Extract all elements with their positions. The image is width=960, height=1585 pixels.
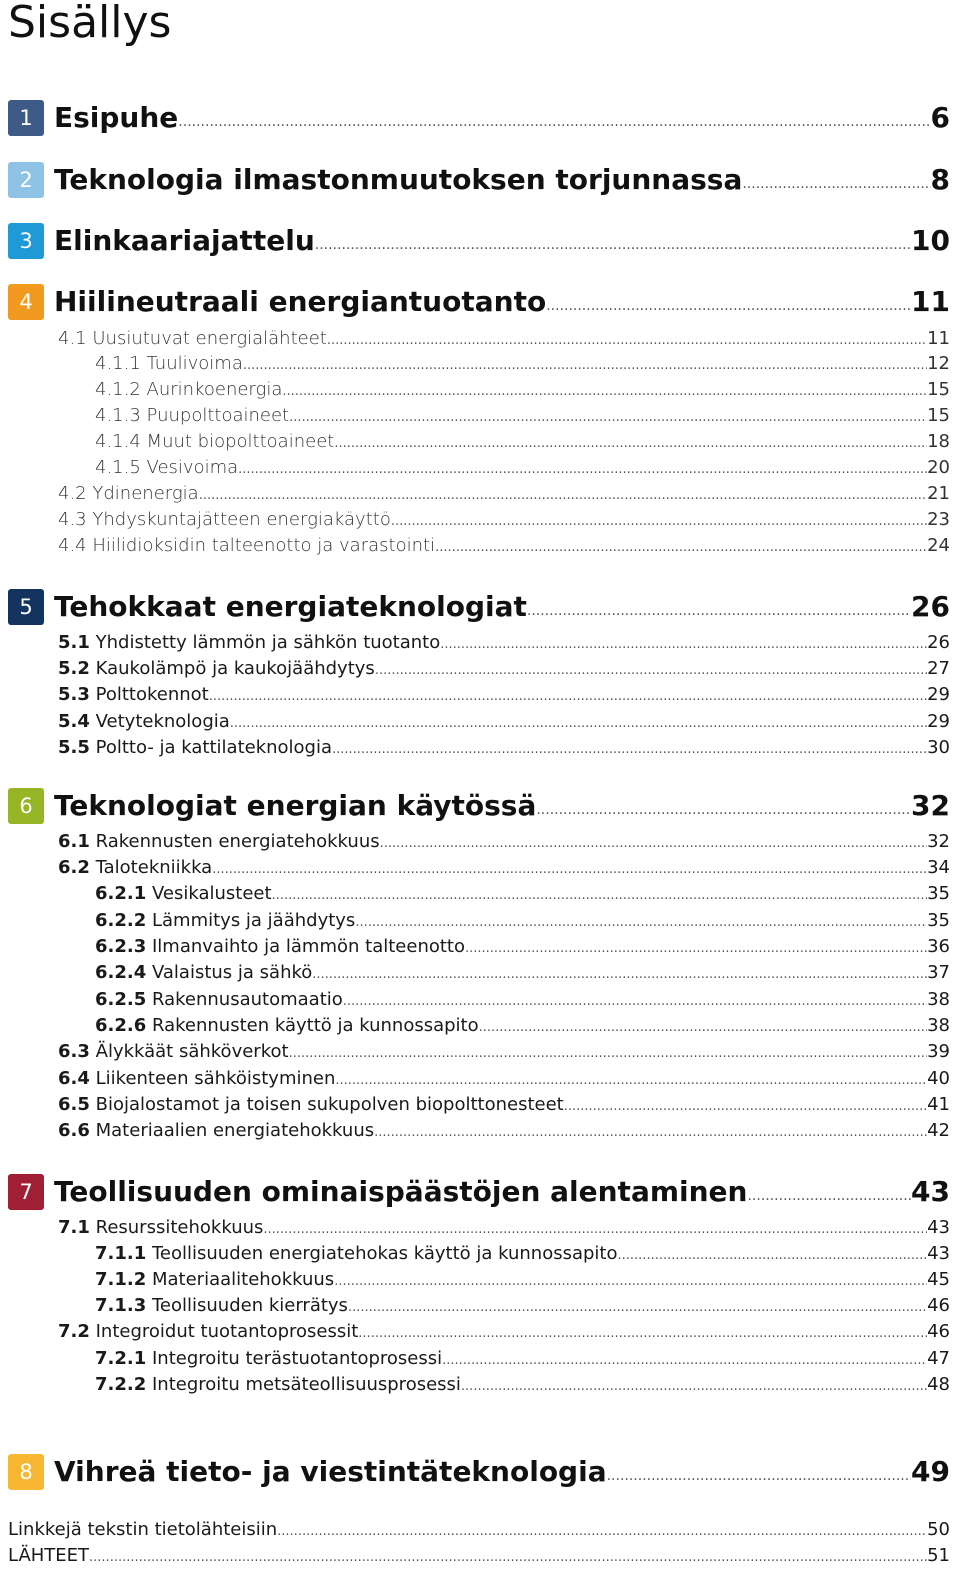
toc-entry-6-6[interactable]: [0, 1119, 950, 1143]
entry-title: Puupolttoaineet: [146, 405, 290, 426]
page-number: 40: [927, 1068, 950, 1089]
entry-title: Integroitu metsäteollisuusprosessi: [151, 1374, 461, 1395]
chapter-number-badge: 8: [8, 1454, 44, 1490]
chapter-number-badge: 2: [8, 162, 44, 198]
page-number: 20: [927, 457, 950, 478]
toc-entry-6-2-4[interactable]: [0, 961, 950, 985]
toc-entry-5-2[interactable]: [0, 657, 950, 681]
toc-entry-4-1[interactable]: [0, 327, 950, 351]
toc-entry-6-2[interactable]: [0, 856, 950, 880]
chapter-number-badge: 1: [8, 100, 44, 136]
toc-entry-6-2-2[interactable]: [0, 909, 950, 933]
entry-number: 4.4: [58, 535, 87, 556]
page-number: 38: [927, 1015, 950, 1036]
page-number: 32: [911, 789, 950, 822]
toc-chapter-2[interactable]: [0, 162, 950, 198]
dot-leader: [442, 1351, 927, 1371]
entry-number: 6.2.2: [95, 910, 147, 931]
page-number: 43: [911, 1175, 950, 1208]
toc-entry-4-1-1[interactable]: [0, 352, 950, 376]
page-number: 29: [927, 711, 950, 732]
page-number: 35: [927, 910, 950, 931]
dot-leader: [546, 292, 911, 320]
page-title: Sisällys: [8, 0, 172, 48]
entry-number: 6.6: [58, 1120, 90, 1141]
toc-entry-6-5[interactable]: [0, 1093, 950, 1117]
entry-number: 5.2: [58, 658, 90, 679]
dot-leader: [209, 687, 927, 707]
dot-leader: [272, 886, 928, 906]
toc-entry-7-1-1[interactable]: [0, 1242, 950, 1266]
toc-entry-7-2[interactable]: [0, 1320, 950, 1344]
dot-leader: [199, 486, 927, 506]
chapter-number-badge: 3: [8, 223, 44, 259]
toc-entry-4-4[interactable]: [0, 534, 950, 558]
dot-leader: [212, 860, 927, 880]
dot-leader: [312, 965, 927, 985]
toc-entry-6-2-5[interactable]: [0, 988, 950, 1012]
page-number: 45: [927, 1269, 950, 1290]
page-number: 12: [927, 353, 950, 374]
entry-title: Vesivoima: [146, 457, 239, 478]
dot-leader: [348, 1298, 927, 1318]
page-number: 46: [927, 1295, 950, 1316]
page-number: 50: [927, 1519, 950, 1540]
dot-leader: [89, 1548, 927, 1568]
entry-number: 4.1.2: [95, 379, 141, 400]
entry-number: 4.1.4: [95, 431, 141, 452]
entry-title: Aurinkoenergia: [146, 379, 283, 400]
entry-number: 7.2.2: [95, 1374, 147, 1395]
page-number: 11: [911, 285, 950, 318]
page-number: 51: [927, 1545, 950, 1566]
page-number: 27: [927, 658, 950, 679]
dot-leader: [375, 661, 927, 681]
entry-title: Vetyteknologia: [95, 711, 230, 732]
entry-number: 4.3: [58, 509, 87, 530]
page-number: 36: [927, 936, 950, 957]
page-number: 24: [927, 535, 950, 556]
entry-number: 6.2: [58, 857, 90, 878]
toc-chapter-4[interactable]: [0, 284, 950, 320]
entry-number: 6.5: [58, 1094, 90, 1115]
dot-leader: [332, 740, 927, 760]
entry-title: Lämmitys ja jäähdytys: [151, 910, 356, 931]
page-number: 41: [927, 1094, 950, 1115]
dot-leader: [440, 635, 927, 655]
toc-entry-4-1-5[interactable]: [0, 456, 950, 480]
dot-leader: [435, 538, 927, 558]
entry-title: Teollisuuden kierrätys: [151, 1295, 348, 1316]
entry-number: 4.1.3: [95, 405, 141, 426]
page-number: 29: [927, 684, 950, 705]
toc-entry-4-1-3[interactable]: [0, 404, 950, 428]
entry-number: 5.1: [58, 632, 90, 653]
dot-leader: [465, 939, 927, 959]
toc-entry-6-2-6[interactable]: [0, 1014, 950, 1038]
entry-title: Liikenteen sähköistyminen: [95, 1068, 336, 1089]
toc-entry-5-5[interactable]: [0, 736, 950, 760]
entry-number: 6.2.5: [95, 989, 147, 1010]
toc-entry-7-1-3[interactable]: [0, 1294, 950, 1318]
toc-entry-7-2-1[interactable]: [0, 1347, 950, 1371]
toc-entry-6-1[interactable]: [0, 830, 950, 854]
page-number: 49: [911, 1455, 950, 1488]
entry-title: Kaukolämpö ja kaukojäähdytys: [95, 658, 375, 679]
page-number: 11: [927, 328, 950, 349]
entry-number: 4.1: [58, 328, 87, 349]
page-number: 37: [927, 962, 950, 983]
entry-title: Poltto- ja kattilateknologia: [95, 737, 333, 758]
toc-chapter-3[interactable]: [0, 223, 950, 259]
entry-title: Teollisuuden energiatehokas käyttö ja kunnossapito: [151, 1243, 618, 1264]
entry-number: 6.4: [58, 1068, 90, 1089]
toc-entry-4-1-4[interactable]: [0, 430, 950, 454]
dot-leader: [618, 1246, 928, 1266]
dot-leader: [374, 1123, 927, 1143]
entry-number: 7.2.1: [95, 1348, 147, 1369]
toc-entry-5-1[interactable]: [0, 631, 950, 655]
entry-title: Esipuhe: [54, 101, 179, 134]
entry-title: Ilmanvaihto ja lämmön talteenotto: [151, 936, 465, 957]
toc-appendix-entry[interactable]: [0, 1518, 950, 1542]
toc-entry-4-1-2[interactable]: [0, 378, 950, 402]
entry-number: 6.1: [58, 831, 90, 852]
toc-entry-7-1[interactable]: [0, 1216, 950, 1240]
entry-number: 5.5: [58, 737, 90, 758]
entry-title: Vihreä tieto- ja viestintäteknologia: [54, 1455, 607, 1488]
page-number: 23: [927, 509, 950, 530]
toc-appendix-entry[interactable]: [0, 1544, 950, 1568]
entry-number: 6.2.6: [95, 1015, 147, 1036]
entry-number: 5.3: [58, 684, 90, 705]
toc-entry-7-1-2[interactable]: [0, 1268, 950, 1292]
dot-leader: [334, 434, 927, 454]
entry-title: Integroitu terästuotantoprosessi: [151, 1348, 443, 1369]
dot-leader: [358, 1324, 927, 1344]
dot-leader: [355, 913, 927, 933]
entry-title: Tuulivoima: [146, 353, 243, 374]
dot-leader: [479, 1018, 927, 1038]
page-number: 10: [911, 224, 950, 257]
chapter-number-badge: 4: [8, 284, 44, 320]
dot-leader: [461, 1377, 927, 1397]
toc-chapter-1[interactable]: [0, 100, 950, 136]
dot-leader: [335, 1071, 927, 1091]
entry-title: Integroidut tuotantoprosessit: [95, 1321, 359, 1342]
entry-number: 7.1: [58, 1217, 90, 1238]
dot-leader: [243, 356, 927, 376]
entry-number: 6.3: [58, 1041, 90, 1062]
entry-number: 6.2.1: [95, 883, 147, 904]
toc-entry-6-4[interactable]: [0, 1067, 950, 1091]
dot-leader: [343, 992, 927, 1012]
entry-number: 4.2: [58, 483, 87, 504]
entry-number: 7.1.3: [95, 1295, 147, 1316]
page-number: 48: [927, 1374, 950, 1395]
entry-title: LÄHTEET: [8, 1545, 90, 1566]
dot-leader: [277, 1522, 927, 1542]
page-number: 15: [927, 379, 950, 400]
entry-number: 6.2.3: [95, 936, 147, 957]
dot-leader: [230, 714, 927, 734]
page-number: 38: [927, 989, 950, 1010]
entry-title: Rakennusten käyttö ja kunnossapito: [151, 1015, 479, 1036]
toc-entry-5-3[interactable]: [0, 683, 950, 707]
entry-title: Talotekniikka: [95, 857, 213, 878]
entry-title: Linkkejä tekstin tietolähteisiin: [8, 1519, 278, 1540]
page-number: 32: [927, 831, 950, 852]
dot-leader: [289, 408, 927, 428]
dot-leader: [536, 796, 911, 824]
entry-title: Materiaalien energiatehokkuus: [95, 1120, 375, 1141]
toc-entry-6-2-3[interactable]: [0, 935, 950, 959]
entry-title: Valaistus ja sähkö: [151, 962, 313, 983]
page-number: 43: [927, 1217, 950, 1238]
dot-leader: [282, 382, 927, 402]
toc-entry-7-2-2[interactable]: [0, 1373, 950, 1397]
dot-leader: [380, 834, 927, 854]
dot-leader: [607, 1462, 911, 1490]
page-number: 39: [927, 1041, 950, 1062]
page-number: 21: [927, 483, 950, 504]
entry-title: Rakennusautomaatio: [151, 989, 343, 1010]
toc-entry-5-4[interactable]: [0, 710, 950, 734]
dot-leader: [742, 170, 930, 198]
dot-leader: [564, 1097, 927, 1117]
chapter-number-badge: 7: [8, 1174, 44, 1210]
chapter-number-badge: 5: [8, 589, 44, 625]
toc-entry-6-2-1[interactable]: [0, 882, 950, 906]
entry-title: Resurssitehokkuus: [95, 1217, 264, 1238]
page-number: 43: [927, 1243, 950, 1264]
page-number: 6: [930, 101, 950, 134]
entry-number: 7.2: [58, 1321, 90, 1342]
page-number: 26: [911, 590, 950, 623]
entry-title: Polttokennot: [95, 684, 209, 705]
entry-title: Elinkaariajattelu: [54, 224, 315, 257]
dot-leader: [391, 512, 927, 532]
entry-number: 7.1.1: [95, 1243, 147, 1264]
entry-title: Materiaalitehokkuus: [151, 1269, 335, 1290]
dot-leader: [289, 1044, 928, 1064]
toc-chapter-8[interactable]: [0, 1454, 950, 1490]
entry-number: 6.2.4: [95, 962, 147, 983]
entry-title: Tehokkaat energiateknologiat: [54, 590, 527, 623]
entry-title: Yhdyskuntajätteen energiakäyttö: [92, 509, 391, 530]
page-number: 42: [927, 1120, 950, 1141]
dot-leader: [315, 231, 911, 259]
page-number: 26: [927, 632, 950, 653]
page-number: 30: [927, 737, 950, 758]
entry-title: Uusiutuvat energialähteet: [92, 328, 327, 349]
entry-number: 5.4: [58, 711, 90, 732]
dot-leader: [527, 597, 911, 625]
page-number: 46: [927, 1321, 950, 1342]
entry-title: Teknologiat energian käytössä: [54, 789, 537, 822]
dot-leader: [263, 1220, 927, 1240]
entry-number: 4.1.1: [95, 353, 141, 374]
page-number: 35: [927, 883, 950, 904]
entry-number: 4.1.5: [95, 457, 141, 478]
entry-title: Muut biopolttoaineet: [146, 431, 335, 452]
entry-title: Biojalostamot ja toisen sukupolven biopolttonesteet: [95, 1094, 564, 1115]
page-number: 18: [927, 431, 950, 452]
entry-number: 7.1.2: [95, 1269, 147, 1290]
entry-title: Hiilineutraali energiantuotanto: [54, 285, 547, 318]
toc-entry-4-2[interactable]: [0, 482, 950, 506]
entry-title: Älykkäät sähköverkot: [95, 1041, 289, 1062]
page-number: 47: [927, 1348, 950, 1369]
dot-leader: [178, 108, 930, 136]
entry-title: Hiilidioksidin talteenotto ja varastointi: [92, 535, 436, 556]
toc-entry-6-3[interactable]: [0, 1040, 950, 1064]
dot-leader: [327, 331, 927, 351]
entry-title: Rakennusten energiatehokkuus: [95, 831, 380, 852]
page-number: 15: [927, 405, 950, 426]
chapter-number-badge: 6: [8, 788, 44, 824]
page-number: 8: [930, 163, 950, 196]
dot-leader: [747, 1182, 911, 1210]
entry-title: Vesikalusteet: [151, 883, 272, 904]
toc-chapter-5[interactable]: [0, 589, 950, 625]
toc-entry-4-3[interactable]: [0, 508, 950, 532]
entry-title: Yhdistetty lämmön ja sähkön tuotanto: [95, 632, 441, 653]
page-number: 34: [927, 857, 950, 878]
dot-leader: [334, 1272, 927, 1292]
entry-title: Teknologia ilmastonmuutoksen torjunnassa: [54, 163, 743, 196]
toc-chapter-6[interactable]: [0, 788, 950, 824]
entry-title: Ydinenergia: [92, 483, 199, 504]
entry-title: Teollisuuden ominaispäästöjen alentaminen: [54, 1175, 748, 1208]
dot-leader: [238, 460, 927, 480]
toc-chapter-7[interactable]: [0, 1174, 950, 1210]
